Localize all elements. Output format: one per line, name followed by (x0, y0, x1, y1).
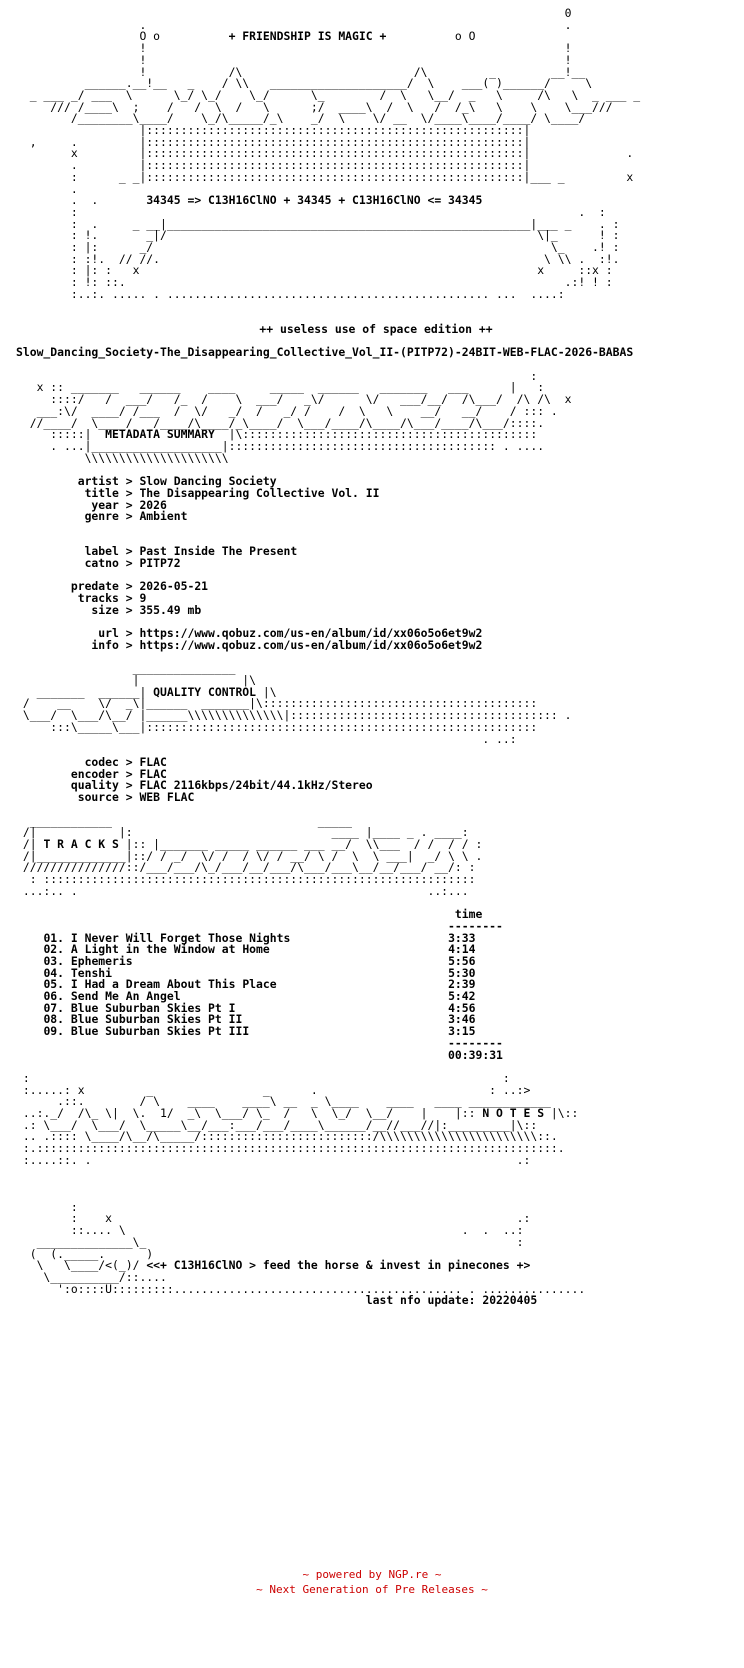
tracks-value: 9 (139, 591, 147, 606)
track-number: 07. (43, 1000, 65, 1015)
footer-line-2: ~ Next Generation of Pre Releases ~ (256, 1583, 488, 1596)
footer-line-1: ~ powered by NGP.re ~ (302, 1568, 442, 1581)
info-value: https://www.qobuz.com/us-en/album/id/xx06o5o6et9w2 (139, 637, 483, 652)
tracks-header: T R A C K S (43, 836, 119, 851)
time-header: time (454, 907, 483, 922)
track-row (16, 1024, 476, 1038)
top-ascii-art: 0 . . O o + FRIENDSHIP IS MAGIC + o O ! ! ! ! ! /\ /\ _ __!__ ______.__!__ _ / \\ ____________________/ \ ___( )______/ \ _ ___ _/ ___ \ \_/ \_/ \_/ \_ / \ \__/ _ \ /\ \ _ ___ _ /// /____\ ; / / \ / \ ;/ ____\ / \ / /_\ \ \ \___/// /________\____/ \_/\_____/_\ _/ \ \/ __ \/____\____/____/ \____/ |:::::::::::::::::::::::::::::::::::::::::::::::::::::::| , . |:::::::::::::::::::::::::::::::::::::::::::::::::::::::| x |:::::::::::::::::::::::::::::::::::::::::::::::::::::::| . . |:::::::::::::::::::::::::::::::::::::::::::::::::::::::| : _ _|:::::::::::::::::::::::::::::::::::::::::::::::::::::::|___ _ x . . . 34345 => C13H16ClNO + 34345 + C13H16ClNO <= 34345 : . : : . _ __|_____________________________________________________|___ _ . : : !. _|/ \|_ ! : : |: _/ \_ .! : : :!. // //. \ \\ . :!. : |: : x x ::x : : !: ::. .:! ! : :..:. ..... . ............................................... ... ....: (29, 6, 641, 301)
quality-header: QUALITY CONTROL (153, 684, 257, 699)
nfo-document (16, 8, 736, 1307)
label-value: Past Inside The Present (139, 544, 298, 559)
notes-ascii-art: : : :.....: x _ _ . : ..:> .::. / \ ____ ____\ __ _ \____ ____ ____ ____________ ..:._/ /\_ \| \. 1/ _\ \___/ \_ / \ \_/ \__/ | |:: N O T E S |\:: .: \___/ \___/ \_____\__/___:___/___/____\______/__//___//|:_________|\:: .. .:::: \____/\__/\_____/:::::::::::::::::::::::::/\\\\\\\\\\\\\\\\\\\\\\\::. :.::::::::::::::::::::::::::::::::::::::::::::::::::::::::::::::::::::::::::::. :....::. . .: (22, 1070, 579, 1167)
track-title: Blue Suburban Skies Pt I (70, 1000, 236, 1015)
track-time: 5:30 (448, 965, 476, 980)
track-number: 01. (43, 930, 65, 945)
track-title: I Never Will Forget Those Nights (70, 930, 291, 945)
track-title: Ephemeris (70, 953, 133, 968)
track-number: 03. (43, 953, 65, 968)
quality-block: codec > FLAC encoder > FLAC quality > FLAC 2116kbps/24bit/44.1kHz/Stereo source > WEB FLAC (16, 754, 373, 805)
size-value: 355.49 mb (139, 602, 202, 617)
track-time: 3:46 (448, 1012, 476, 1027)
year-value: 2026 (139, 497, 167, 512)
track-title: I Had a Dream About This Place (70, 977, 277, 992)
edition-line: ++ useless use of space edition ++ (259, 321, 493, 336)
slogan: <<+ C13H16ClNO > feed the horse & invest in pinecones +> (146, 1258, 531, 1273)
track-number: 04. (43, 965, 65, 980)
total-time: 00:39:31 (448, 1047, 503, 1062)
source-value: WEB FLAC (139, 790, 195, 805)
track-title: Send Me An Angel (70, 989, 181, 1004)
notes-header: N O T E S (482, 1106, 545, 1121)
track-number: 02. (43, 942, 65, 957)
artist-value: Slow Dancing Society (139, 474, 277, 489)
url-value: https://www.qobuz.com/us-en/album/id/xx06o5o6et9w2 (139, 626, 483, 641)
formula: 34345 => C13H16ClNO + 34345 + C13H16ClNO <= 34345 (146, 193, 483, 208)
track-title: A Light in the Window at Home (70, 942, 270, 957)
track-time: 5:42 (448, 989, 476, 1004)
track-time: 4:14 (448, 942, 476, 957)
track-number: 06. (43, 989, 65, 1004)
tracklist: time -------- 01. I Never Will Forget Those Nights 3:33 02. A Light in the Window at Home 4:14 03. Ephemeris 5:56 04. Tenshi 5:30 05. I Had a Dream About This Place 2:39 06. Send Me An Angel 5:42 07. Blue Suburban Skies Pt I 4:56 08. Blue Suburban Skies Pt II 3:46 09. Blue Suburban Skies Pt III 3:15 -------- 00:39:31 (16, 907, 503, 1061)
outro-ascii-art: : : x .: ::.... \ . . ..: ______________\_ : ( (._____. ) \ \____/<(_)/ <<+ C13H16ClNO > feed the horse & invest in pinecones +> \__________/::.... ':o::::U:::::::::.......................................... . ............... (29, 1199, 586, 1296)
track-time: 2:39 (448, 977, 476, 992)
tracks-ascii-art: ____________ _____ /| |: ____ |____ _ . ____: /| T R A C K S |:: |_______ _____ ______ ___ __/ \\___ / / / / : /|_____________|::/ / _/ \/ / / \/ / __/ \ / \ \ ___| _/ \ \ . ///////////////::/___/___/\_/___/__/___/\___/___\__/__/___/ __/: : : ::::::::::::::::::::::::::::::::::::::::::::::::::::::::::::::: ...:.. . ..:... (22, 813, 483, 898)
track-time: 5:56 (448, 953, 476, 968)
catno-value: PITP72 (139, 556, 181, 571)
metadata-block: artist > Slow Dancing Society title > The Disappearing Collective Vol. II year > 2026 genre > Ambient label > Past Inside The Present catno > PITP72 predate > 2026-05-21 tracks > 9 size > 355.49 mb url > https://www.qobuz.com/us-en/album/id/xx06o5o6et9w2 info > https://www.qobuz.com/us-en/album/id/xx06o5o6et9w2 (16, 474, 483, 652)
quality-value: FLAC 2116kbps/24bit/44.1kHz/Stereo (139, 778, 373, 793)
genre-value: Ambient (139, 509, 188, 524)
title-value: The Disappearing Collective Vol. II (139, 485, 380, 500)
release-name: Slow_Dancing_Society-The_Disappearing_Collective_Vol_II-(PITP72)-24BIT-WEB-FLAC-2026-BABAS (16, 345, 634, 360)
track-title: Tenshi (70, 965, 113, 980)
track-number: 09. (43, 1024, 65, 1039)
banner-title: + FRIENDSHIP IS MAGIC + (228, 29, 387, 44)
track-title: Blue Suburban Skies Pt II (70, 1012, 243, 1027)
track-number: 08. (43, 1012, 65, 1027)
track-title: Blue Suburban Skies Pt III (70, 1024, 250, 1039)
codec-value: FLAC (139, 754, 167, 769)
metadata-header: METADATA SUMMARY (105, 427, 215, 442)
predate-value: 2026-05-21 (139, 579, 209, 594)
track-time: 4:56 (448, 1000, 476, 1015)
track-time: 3:15 (448, 1024, 476, 1039)
metadata-ascii-art: : x :: _______ ______ ____ _____ ______ _______ ___ | : ::::/ / ___/ /_ / \ ___/ _\/ \/ ___/__/ /\___/ /\ /\ x ___:\/ ____/ /___ / \/ _/ / _/ / / \ \ __/ __/ / ::: . //____/ \____/ /____/\____/_\____/ \___/____/\____/\___/____/\___/::::. :::::| METADATA SUMMARY |\::::::::::::::::::::::::::::::::::::::::::: . ...|___________________|::::::::::::::::::::::::::::::::::::::: . .... \\\\\\\\\\\\\\\\\\\\\ (29, 368, 572, 465)
quality-ascii-art: _______________ | |\ _______ ______| QUALITY CONTROL |\ / __ \/ _\|______ _______|\:::::::::::::::::::::::::::::::::::::::: \___/ \___/\__/ |______\\\\\\\\\\\\\\|::::::::::::::::::::::::::::::::::::::: . :::\_____\___|::::::::::::::::::::::::::::::::::::::::::::::::::::::::: . ..: (22, 661, 572, 746)
track-number: 05. (43, 977, 65, 992)
track-time: 3:33 (448, 930, 476, 945)
last-update: last nfo update: 20220405 (365, 1293, 538, 1308)
encoder-value: FLAC (139, 766, 167, 781)
